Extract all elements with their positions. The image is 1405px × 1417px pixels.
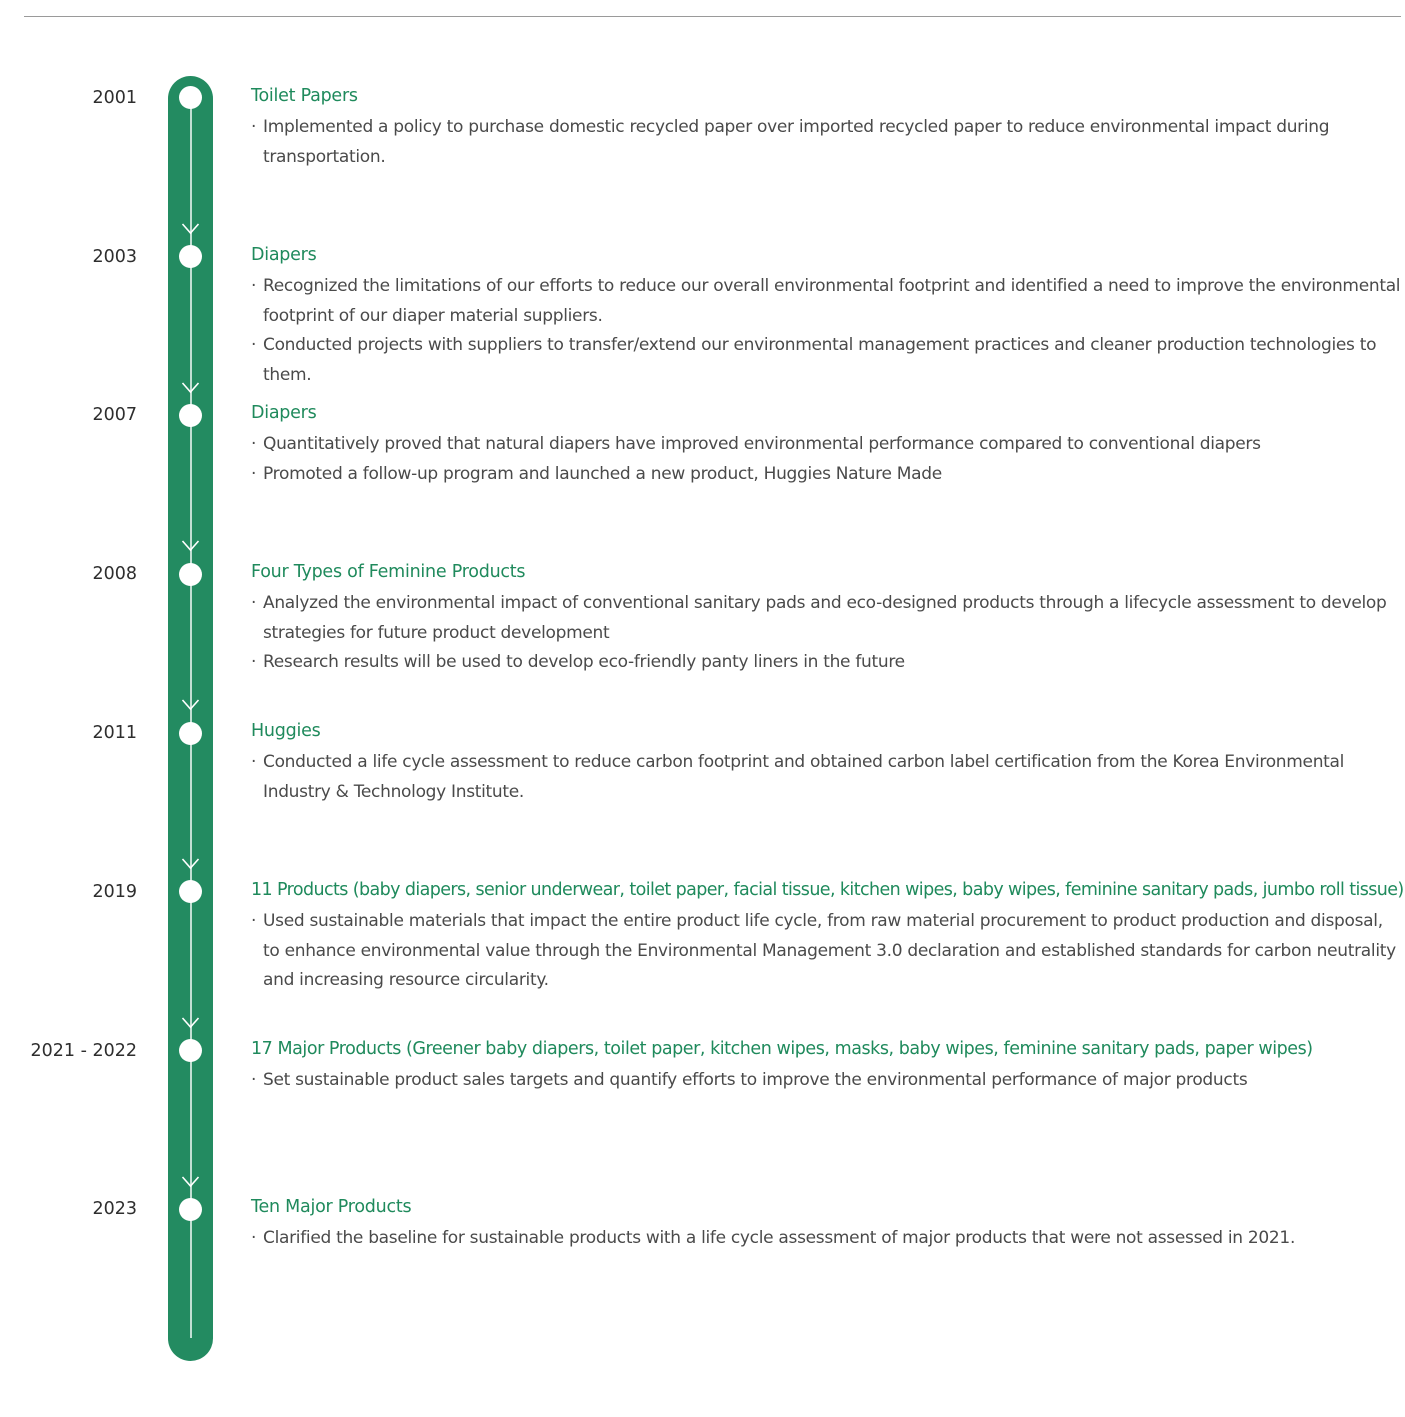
entry-bullet: · Conducted a life cycle assessment to reduce carbon footprint and obtained carbon label certification from the Korea Environmental Industry & Technology Institute. bbox=[251, 748, 1373, 807]
timeline-year: 2023 bbox=[92, 1199, 137, 1219]
entry-bullet: · Set sustainable product sales targets and quantify efforts to improve the environmental performance of major products bbox=[251, 1066, 1403, 1096]
entry-bullets bbox=[251, 272, 1403, 390]
entry-bullet: · Research results will be used to develop eco-friendly panty liners in the future bbox=[251, 648, 1403, 678]
entry-bullets bbox=[251, 1224, 1403, 1254]
entry-title: Huggies bbox=[251, 721, 321, 741]
timeline-entry bbox=[251, 402, 1403, 489]
timeline-dot bbox=[179, 404, 202, 427]
entry-title: Diapers bbox=[251, 403, 317, 423]
timeline-dot bbox=[179, 245, 202, 268]
entry-bullets bbox=[251, 430, 1403, 489]
entry-bullets bbox=[251, 1066, 1403, 1096]
timeline-entry bbox=[251, 1038, 1403, 1096]
arrow-down-icon bbox=[181, 857, 200, 870]
arrow-down-icon bbox=[181, 222, 200, 235]
timeline-entry bbox=[251, 879, 1403, 996]
timeline-year: 2021 - 2022 bbox=[30, 1041, 137, 1061]
timeline-year: 2019 bbox=[92, 882, 137, 902]
arrow-down-icon bbox=[181, 381, 200, 394]
entry-bullet: · Conducted projects with suppliers to transfer/extend our environmental management practices and cleaner production technologies to them. bbox=[251, 331, 1403, 390]
entry-bullets bbox=[251, 589, 1403, 678]
entry-bullet: · Analyzed the environmental impact of conventional sanitary pads and eco-designed products through a lifecycle assessment to develop strategies for future product development bbox=[251, 589, 1403, 648]
timeline-entry bbox=[251, 1196, 1403, 1254]
arrow-down-icon bbox=[181, 1175, 200, 1188]
entry-title: Four Types of Feminine Products bbox=[251, 562, 526, 582]
timeline-dot bbox=[179, 86, 202, 109]
entry-bullets bbox=[251, 113, 1403, 172]
timeline-year: 2008 bbox=[92, 564, 137, 584]
entry-title: Diapers bbox=[251, 245, 317, 265]
entry-title: 17 Major Products (Greener baby diapers, toilet paper, kitchen wipes, masks, baby wipes, feminine sanitary pads, paper wipes) bbox=[251, 1039, 1313, 1059]
timeline-dot bbox=[179, 1039, 202, 1062]
entry-bullet: · Recognized the limitations of our efforts to reduce our overall environmental footprint and identified a need to improve the environmental footprint of our diaper material suppliers. bbox=[251, 272, 1403, 331]
timeline-dot bbox=[179, 880, 202, 903]
timeline-dot bbox=[179, 1198, 202, 1221]
timeline-line bbox=[190, 98, 192, 1338]
entry-bullet: · Quantitatively proved that natural diapers have improved environmental performance compared to conventional diapers bbox=[251, 430, 1403, 460]
entry-title: Ten Major Products bbox=[251, 1197, 412, 1217]
timeline-dot bbox=[179, 563, 202, 586]
top-divider bbox=[24, 16, 1401, 17]
timeline-track bbox=[168, 76, 213, 1361]
entry-bullet: · Used sustainable materials that impact the entire product life cycle, from raw material procurement to product production and disposal, to enhance environmental value through the Environmental Management 3.0 declaration and established standards for carbon neutrality and increasing resource circularity. bbox=[251, 907, 1403, 996]
timeline-dot bbox=[179, 722, 202, 745]
timeline-year: 2007 bbox=[92, 405, 137, 425]
timeline-entry bbox=[251, 244, 1403, 390]
timeline-year: 2003 bbox=[92, 247, 137, 267]
entry-title: 11 Products (baby diapers, senior underwear, toilet paper, facial tissue, kitchen wipes, baby wipes, feminine sanitary pads, jumbo roll tissue) bbox=[251, 880, 1404, 900]
arrow-down-icon bbox=[181, 539, 200, 552]
entry-bullet: · Implemented a policy to purchase domestic recycled paper over imported recycled paper to reduce environmental impact during transportation. bbox=[251, 113, 1348, 172]
timeline-entry bbox=[251, 720, 1403, 807]
entry-bullet: · Clarified the baseline for sustainable products with a life cycle assessment of major products that were not assessed in 2021. bbox=[251, 1224, 1403, 1254]
arrow-down-icon bbox=[181, 1016, 200, 1029]
entry-bullet: · Promoted a follow-up program and launched a new product, Huggies Nature Made bbox=[251, 460, 1403, 490]
timeline-entry bbox=[251, 85, 1403, 172]
arrow-down-icon bbox=[181, 698, 200, 711]
entry-bullets bbox=[251, 748, 1403, 807]
timeline-year: 2011 bbox=[92, 723, 137, 743]
entry-title: Toilet Papers bbox=[251, 86, 358, 106]
timeline-year: 2001 bbox=[92, 88, 137, 108]
timeline-entry bbox=[251, 561, 1403, 678]
entry-bullets bbox=[251, 907, 1403, 996]
